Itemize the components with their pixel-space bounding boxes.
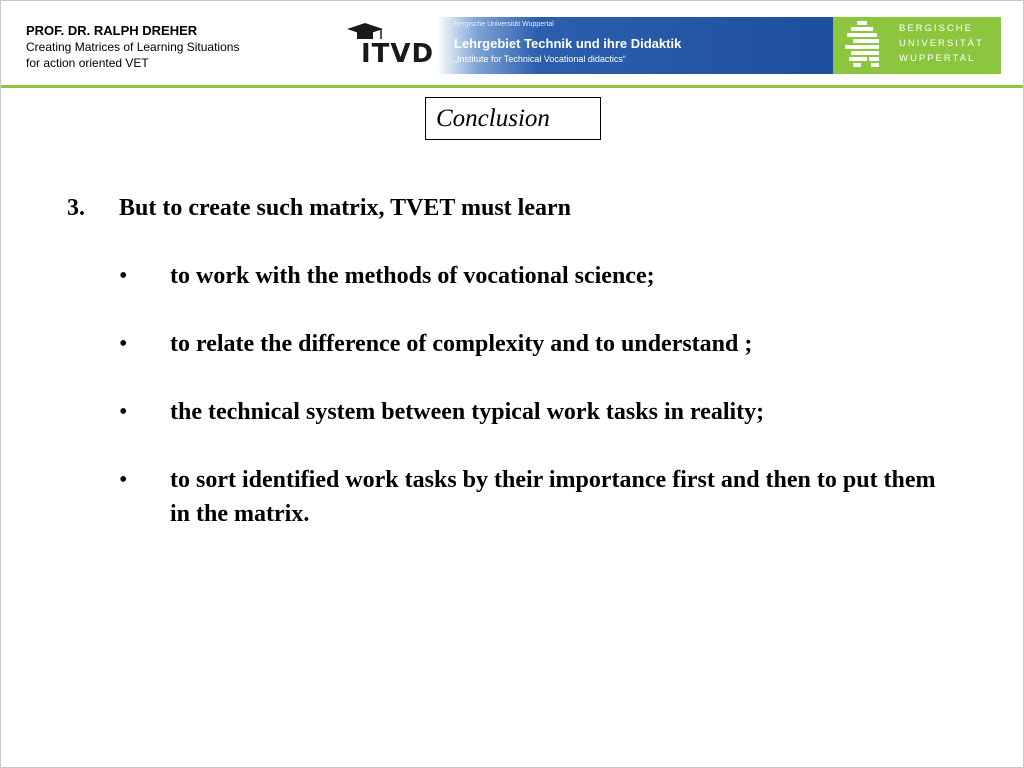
author-block	[26, 23, 239, 71]
university-name-line-2: UNIVERSITÄT	[899, 38, 984, 49]
university-name-line-1: BERGISCHE	[899, 23, 973, 34]
slide-title: Conclusion	[425, 97, 601, 140]
author-name: PROF. DR. RALPH DREHER	[26, 23, 198, 38]
banner-university-text: Bergische Universität Wuppertal	[454, 21, 554, 28]
bullet-marker: •	[119, 467, 128, 493]
itvd-logo: ITVD	[361, 39, 435, 69]
point-text: But to create such matrix, TVET must learn	[119, 195, 571, 221]
university-name	[899, 21, 984, 66]
subtitle-line-2: for action oriented VET	[26, 56, 149, 70]
point-number: 3.	[67, 195, 85, 221]
university-name-line-3: WUPPERTAL	[899, 53, 976, 64]
bullet-item-3: the technical system between typical work tasks in reality;	[170, 399, 765, 425]
bullet-item-2: to relate the difference of complexity and to understand ;	[170, 331, 753, 357]
subtitle-line-1: Creating Matrices of Learning Situations	[26, 40, 240, 54]
banner-title: Lehrgebiet Technik und ihre Didaktik	[454, 36, 682, 51]
bullet-marker: •	[119, 263, 128, 289]
header-divider	[1, 85, 1023, 88]
university-lion-logo-icon	[843, 19, 887, 69]
bullet-item-4: to sort identified work tasks by their importance first and then to put them in the matrix.	[170, 467, 936, 527]
bullet-marker: •	[119, 331, 128, 357]
banner-subtitle: „Institute for Technical Vocational didactics“	[454, 54, 626, 64]
bullet-marker: •	[119, 399, 128, 425]
graduation-cap-icon	[345, 21, 385, 41]
bullet-item-1: to work with the methods of vocational science;	[170, 263, 655, 289]
